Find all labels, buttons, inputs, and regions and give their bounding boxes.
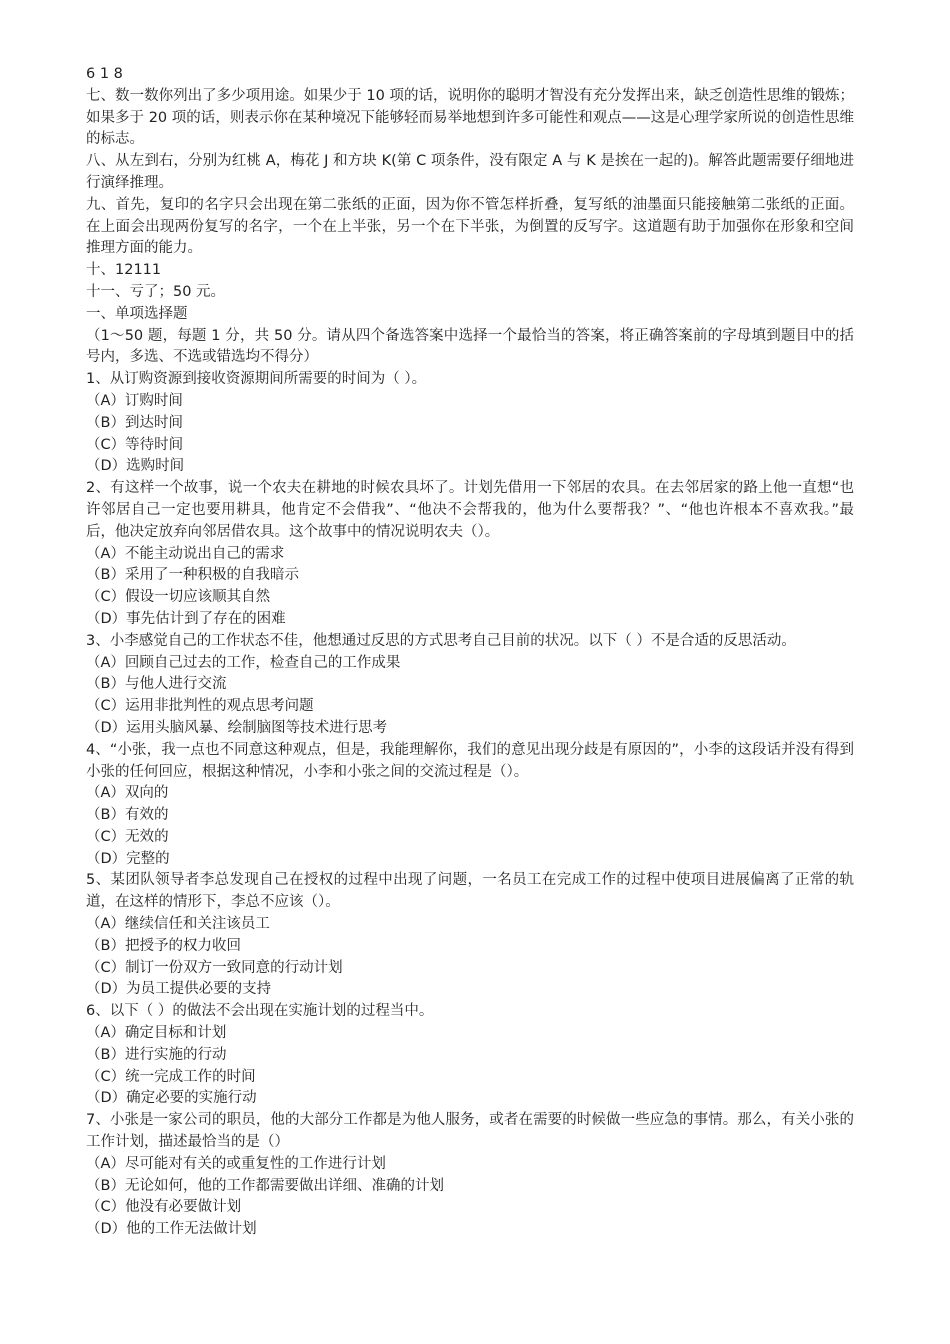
question-5 <box>86 870 854 1001</box>
option-d: （D）他的工作无法做计划 <box>86 1221 257 1238</box>
option-c: （C）他没有必要做计划 <box>86 1199 242 1216</box>
question-stem: 5、某团队领导者李总发现自己在授权的过程中出现了问题，一名员工在完成工作的过程中使项目进展偏离了正常的轨道，在这样的情形下，李总不应该（）。 <box>86 872 854 911</box>
option-a: （A）双向的 <box>86 785 169 802</box>
option-d: （D）选购时间 <box>86 458 185 475</box>
option-a: （A）不能主动说出自己的需求 <box>86 545 285 562</box>
option-d: （D）为员工提供必要的支持 <box>86 981 272 998</box>
option-a: （A）订购时间 <box>86 392 183 409</box>
answer-9: 九、首先，复印的名字只会出现在第二张纸的正面，因为你不管怎样折叠，复写纸的油墨面只能接触第二张纸的正面。在上面会出现两份复写的名字，一个在上半张，另一个在下半张，为倒置的反写字。这道题有助于加强你在形象和空间推理方面的能力。 <box>86 196 854 257</box>
question-7 <box>86 1110 854 1241</box>
option-a: （A）继续信任和关注该员工 <box>86 916 270 933</box>
option-c: （C）无效的 <box>86 828 169 845</box>
question-stem: 6、以下（ ）的做法不会出现在实施计划的过程当中。 <box>86 1003 434 1020</box>
option-b: （B）采用了一种积极的自我暗示 <box>86 567 299 584</box>
answer-line-618: 6 1 8 <box>86 66 123 82</box>
option-b: （B）进行实施的行动 <box>86 1046 227 1063</box>
option-d: （D）事先估计到了存在的困难 <box>86 610 286 627</box>
document-page <box>86 64 854 1241</box>
answer-8: 八、从左到右，分别为红桃 A，梅花 J 和方块 K(第 C 项条件，没有限定 A 与 K 是挨在一起的)。解答此题需要仔细地进行演绎推理。 <box>86 153 854 191</box>
option-a: （A）尽可能对有关的或重复性的工作进行计划 <box>86 1155 386 1172</box>
question-3 <box>86 631 854 740</box>
option-c: （C）等待时间 <box>86 436 184 453</box>
option-b: （B）到达时间 <box>86 414 183 431</box>
option-c: （C）制订一份双方一致同意的行动计划 <box>86 959 343 976</box>
section-title: 一、单项选择题 <box>86 305 188 322</box>
option-b: （B）有效的 <box>86 807 169 824</box>
question-stem: 3、小李感觉自己的工作状态不佳，他想通过反思的方式思考自己目前的状况。以下（ ）不是合适的反思活动。 <box>86 632 796 649</box>
option-b: （B）无论如何，他的工作都需要做出详细、准确的计划 <box>86 1177 444 1194</box>
answer-11: 十一、亏了；50 元。 <box>86 283 226 300</box>
option-c: （C）统一完成工作的时间 <box>86 1068 256 1085</box>
option-c: （C）假设一切应该顺其自然 <box>86 589 271 606</box>
question-stem: 2、有这样一个故事，说一个农夫在耕地的时候农具坏了。计划先借用一下邻居的农具。在去邻居家的路上他一直想“也许邻居自己一定也要用耕具，他肯定不会借我”、“他决不会帮我的，他为什么要帮我？”、“他也许根本不喜欢我。”最后，他决定放弃向邻居借农具。这个故事中的情况说明农夫（）。 <box>86 480 854 540</box>
option-d: （D）运用头脑风暴、绘制脑图等技术进行思考 <box>86 719 388 736</box>
question-1 <box>86 369 854 478</box>
question-stem: 1、从订购资源到接收资源期间所需要的时间为（ ）。 <box>86 371 427 388</box>
answer-7: 七、数一数你列出了多少项用途。如果少于 10 项的话，说明你的聪明才智没有充分发挥出来，缺乏创造性思维的锻炼；如果多于 20 项的话，则表示你在某种境况下能够轻而易举地想到许多可能性和观点——这是心理学家所说的创造性思维的标志。 <box>86 87 854 148</box>
answer-10: 十、12111 <box>86 262 162 279</box>
option-d: （D）完整的 <box>86 850 170 867</box>
section-instructions: （1～50 题，每题 1 分，共 50 分。请从四个备选答案中选择一个最恰当的答案，将正确答案前的字母填到题目中的括号内，多选、不选或错选均不得分） <box>86 327 854 366</box>
question-stem: 7、小张是一家公司的职员，他的大部分工作都是为他人服务，或者在需要的时候做一些应急的事情。那么，有关小张的工作计划，描述最恰当的是（） <box>86 1112 854 1151</box>
question-2 <box>86 478 854 631</box>
question-stem: 4、“小张，我一点也不同意这种观点，但是，我能理解你，我们的意见出现分歧是有原因的”，小李的这段话并没有得到小张的任何回应，根据这种情况，小李和小张之间的交流过程是（）。 <box>86 741 854 780</box>
question-6 <box>86 1001 854 1110</box>
option-a: （A）回顾自己过去的工作，检查自己的工作成果 <box>86 654 401 671</box>
option-b: （B）把授予的权力收回 <box>86 937 241 954</box>
option-c: （C）运用非批判性的观点思考问题 <box>86 698 314 715</box>
option-d: （D）确定必要的实施行动 <box>86 1090 257 1107</box>
question-4 <box>86 740 854 871</box>
option-a: （A）确定目标和计划 <box>86 1025 227 1042</box>
option-b: （B）与他人进行交流 <box>86 676 227 693</box>
